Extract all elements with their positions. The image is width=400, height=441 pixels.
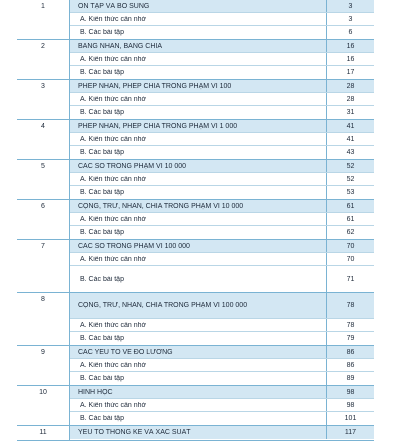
section-title: A. Kiến thức cần nhớ (80, 215, 147, 223)
section-title: B. Các bài tập (80, 29, 124, 36)
chapter-page-number: 117 (326, 426, 374, 439)
toc-chapter (17, 346, 374, 386)
section-page-number: 62 (326, 226, 374, 239)
section-page-number: 70 (326, 253, 374, 265)
chapter-entries (70, 40, 374, 79)
section-title: B. Các bài tập (80, 229, 124, 236)
section-row[interactable] (70, 93, 374, 106)
chapter-page-number: 98 (326, 386, 374, 398)
chapter-page-number: 16 (326, 40, 374, 52)
chapter-entries (70, 293, 374, 345)
toc-chapter (17, 386, 374, 426)
chapter-entries (70, 386, 374, 425)
chapter-entries (70, 120, 374, 159)
chapter-title: HÌNH HỌC (78, 388, 113, 396)
chapter-entries (70, 200, 374, 239)
chapter-title: CỘNG, TRỪ, NHÂN, CHIA TRONG PHẠM VI 10 000 (78, 202, 244, 210)
section-row[interactable] (70, 146, 374, 159)
section-row[interactable] (70, 399, 374, 412)
section-page-number: 31 (326, 106, 374, 119)
toc-chapter (17, 160, 374, 200)
toc-chapter (17, 293, 374, 346)
toc-chapter (17, 200, 374, 240)
chapter-number: 8 (41, 296, 45, 303)
chapter-number-cell (17, 120, 70, 159)
chapter-number: 9 (41, 349, 45, 356)
section-page-number: 86 (326, 359, 374, 371)
chapter-title: CỘNG, TRỪ, NHÂN, CHIA TRONG PHẠM VI 100 000 (78, 302, 248, 309)
section-title: B. Các bài tập (80, 189, 124, 196)
section-title: A. Kiến thức cần nhớ (80, 361, 147, 369)
section-title: A. Kiến thức cần nhớ (80, 401, 147, 409)
section-page-number: 17 (326, 66, 374, 79)
section-row[interactable] (70, 332, 374, 345)
section-page-number: 6 (326, 26, 374, 39)
chapter-entries (70, 0, 374, 39)
toc-chapter (17, 426, 374, 441)
section-row[interactable] (70, 213, 374, 226)
chapter-page-number: 52 (326, 160, 374, 172)
chapter-title-row[interactable] (70, 0, 374, 13)
section-row[interactable] (70, 106, 374, 119)
section-row[interactable] (70, 26, 374, 39)
chapter-title: YẾU TỐ THỐNG KÊ VÀ XÁC SUẤT (78, 429, 191, 436)
chapter-number-cell (17, 200, 70, 239)
section-page-number: 79 (326, 332, 374, 345)
toc-chapter (17, 0, 374, 40)
chapter-entries (70, 240, 374, 292)
section-row[interactable] (70, 133, 374, 146)
section-title: A. Kiến thức cần nhớ (80, 175, 147, 183)
chapter-title-row[interactable] (70, 386, 374, 399)
section-row[interactable] (70, 372, 374, 385)
chapter-number-cell (17, 346, 70, 385)
section-title: A. Kiến thức cần nhớ (80, 135, 147, 143)
section-page-number: 101 (326, 412, 374, 425)
section-title: B. Các bài tập (80, 415, 124, 422)
chapter-title-row[interactable] (70, 80, 374, 93)
section-title: A. Kiến thức cần nhớ (80, 55, 147, 63)
chapter-title-row[interactable] (70, 120, 374, 133)
chapter-page-number: 61 (326, 200, 374, 212)
section-page-number: 28 (326, 93, 374, 105)
chapter-number-cell (17, 160, 70, 199)
toc-chapter (17, 120, 374, 160)
chapter-title: CÁC SỐ TRONG PHẠM VI 10 000 (78, 162, 187, 170)
chapter-page-number: 86 (326, 346, 374, 358)
section-title: B. Các bài tập (80, 149, 124, 156)
section-row[interactable] (70, 412, 374, 425)
chapter-entries (70, 426, 374, 440)
chapter-number: 7 (41, 243, 45, 250)
chapter-title: CÁC YẾU TỐ VỀ ĐO LƯỜNG (78, 348, 173, 356)
section-page-number: 3 (326, 13, 374, 25)
chapter-number-cell (17, 293, 70, 345)
chapter-page-number: 70 (326, 240, 374, 252)
section-row[interactable] (70, 359, 374, 372)
section-page-number: 71 (326, 266, 374, 292)
chapter-title: PHÉP NHÂN, PHÉP CHIA TRONG PHẠM VI 1 000 (78, 122, 238, 130)
chapter-page-number: 28 (326, 80, 374, 92)
section-title: B. Các bài tập (80, 109, 124, 116)
chapter-title-row[interactable] (70, 293, 374, 319)
chapter-title: CÁC SỐ TRONG PHẠM VI 100 000 (78, 242, 190, 250)
chapter-title-row[interactable] (70, 240, 374, 253)
section-title: B. Các bài tập (80, 69, 124, 76)
section-page-number: 89 (326, 372, 374, 385)
chapter-title-row[interactable] (70, 426, 374, 439)
section-row[interactable] (70, 266, 374, 292)
chapter-entries (70, 160, 374, 199)
section-row[interactable] (70, 186, 374, 199)
section-page-number: 43 (326, 146, 374, 159)
chapter-number: 3 (41, 83, 45, 90)
chapter-entries (70, 346, 374, 385)
chapter-number: 2 (41, 43, 45, 50)
toc-chapter (17, 240, 374, 293)
chapter-number-cell (17, 386, 70, 425)
chapter-page-number: 78 (326, 293, 374, 318)
chapter-title: ÔN TẬP VÀ BỔ SUNG (78, 2, 150, 10)
chapter-page-number: 41 (326, 120, 374, 132)
section-page-number: 41 (326, 133, 374, 145)
section-page-number: 98 (326, 399, 374, 411)
chapter-number-cell (17, 426, 70, 440)
chapter-number: 6 (41, 203, 45, 210)
chapter-number: 5 (41, 163, 45, 170)
section-title: A. Kiến thức cần nhớ (80, 95, 147, 103)
chapter-title-row[interactable] (70, 346, 374, 359)
chapter-number: 1 (41, 3, 45, 10)
section-title: B. Các bài tập (80, 375, 124, 382)
section-title: B. Các bài tập (80, 335, 124, 342)
section-row[interactable] (70, 319, 374, 332)
chapter-title-row[interactable] (70, 200, 374, 213)
chapter-title: BẢNG NHÂN, BẢNG CHIA (78, 42, 163, 50)
section-row[interactable] (70, 253, 374, 266)
chapter-number: 10 (39, 389, 47, 396)
section-page-number: 53 (326, 186, 374, 199)
chapter-entries (70, 80, 374, 119)
section-title: A. Kiến thức cần nhớ (80, 321, 147, 329)
chapter-page-number: 3 (326, 0, 374, 12)
section-page-number: 61 (326, 213, 374, 225)
section-title: A. Kiến thức cần nhớ (80, 15, 147, 23)
chapter-title: PHÉP NHÂN, PHÉP CHIA TRONG PHẠM VI 100 (78, 82, 232, 90)
section-title: B. Các bài tập (80, 275, 124, 283)
section-row[interactable] (70, 173, 374, 186)
section-page-number: 52 (326, 173, 374, 185)
chapter-number-cell (17, 0, 70, 39)
section-title: A. Kiến thức cần nhớ (80, 255, 147, 263)
toc-chapter (17, 80, 374, 120)
chapter-title-row[interactable] (70, 160, 374, 173)
section-row[interactable] (70, 13, 374, 26)
chapter-number: 4 (41, 123, 45, 130)
section-row[interactable] (70, 226, 374, 239)
chapter-number-cell (17, 40, 70, 79)
chapter-number: 11 (39, 429, 47, 436)
chapter-number-cell (17, 240, 70, 292)
chapter-title-row[interactable] (70, 40, 374, 53)
chapter-number-cell (17, 80, 70, 119)
section-page-number: 16 (326, 53, 374, 65)
section-row[interactable] (70, 53, 374, 66)
toc-chapter (17, 40, 374, 80)
section-page-number: 78 (326, 319, 374, 331)
section-row[interactable] (70, 66, 374, 79)
table-of-contents (17, 0, 374, 441)
